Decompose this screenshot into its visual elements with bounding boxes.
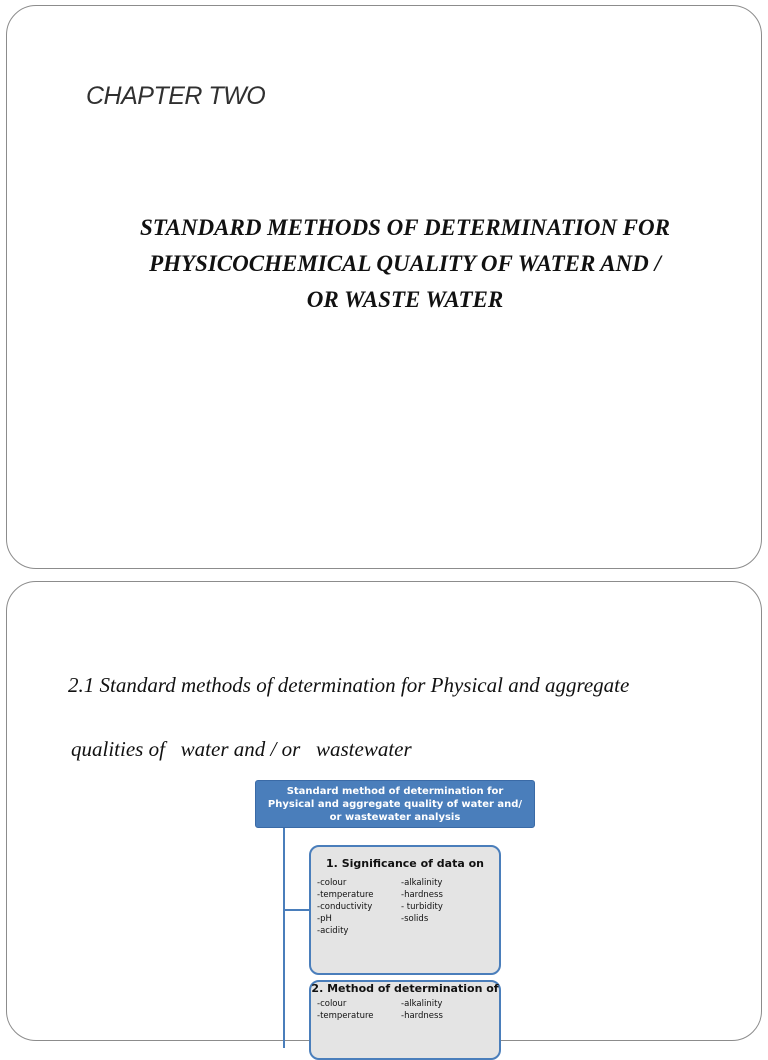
branch-heading: 1. Significance of data on (326, 857, 484, 870)
diagram-branch-method (309, 980, 501, 1060)
parameter-item: -temperature (317, 1011, 374, 1021)
section-title-line: 2.1 Standard methods of determination for Physical and aggregate (68, 673, 630, 697)
parameter-grid (311, 999, 499, 1021)
parameter-item: -colour (317, 878, 347, 888)
title-line: STANDARD METHODS OF DETERMINATION FOR (140, 215, 670, 240)
parameter-item: -colour (317, 999, 347, 1009)
connector-vertical (283, 828, 285, 1048)
section-title-line: qualities of water and / or wastewater (71, 737, 412, 761)
parameter-item: -alkalinity (401, 878, 443, 888)
slide-chapter-title (6, 5, 762, 569)
parameter-item: -solids (401, 914, 429, 924)
branch-heading: 2. Method of determination of (311, 982, 499, 995)
diagram-root-box: Standard method of determination for Physical and aggregate quality of water and/ or wastewater analysis (255, 780, 535, 828)
parameter-item: -alkalinity (401, 999, 443, 1009)
connector-horizontal (283, 909, 311, 911)
parameter-item: -hardness (401, 1011, 443, 1021)
title-line: PHYSICOCHEMICAL QUALITY OF WATER AND / (149, 251, 661, 276)
chapter-label: CHAPTER TWO (86, 82, 266, 110)
parameter-item: -pH (317, 914, 332, 924)
parameter-item: -hardness (401, 890, 443, 900)
slide-section-2-1 (6, 581, 762, 1041)
parameter-item: - turbidity (401, 902, 443, 912)
parameter-item (401, 926, 491, 936)
chapter-title (47, 210, 763, 318)
title-line: OR WASTE WATER (306, 287, 504, 312)
parameter-item: -conductivity (317, 902, 373, 912)
parameter-item: -acidity (317, 926, 349, 936)
parameter-grid (311, 878, 499, 936)
parameter-item: -temperature (317, 890, 374, 900)
diagram-branch-significance (309, 845, 501, 975)
